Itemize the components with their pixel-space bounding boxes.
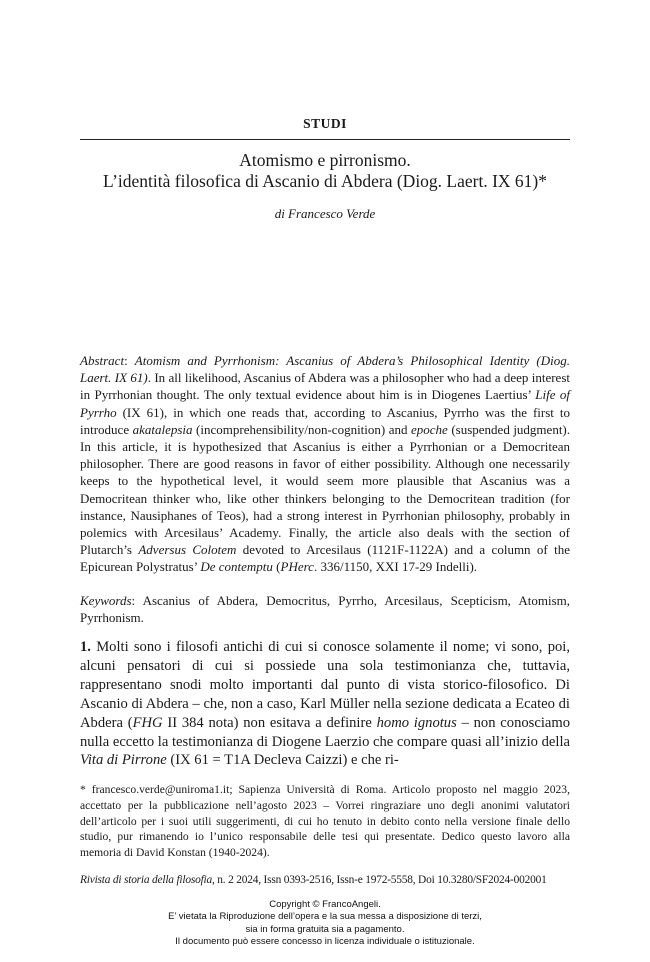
body-italic-term: homo ignotus <box>376 714 457 731</box>
article-title-line-2: L’identità filosofica di Ascanio di Abdera (Diog. Laert. IX 61)* <box>102 171 548 191</box>
body-paragraph <box>80 638 570 770</box>
article-title <box>60 150 590 192</box>
abstract-italic-title: Adversus Colotem <box>138 542 237 558</box>
abstract-text: (incomprehensibility/non-cognition) and <box>192 421 412 437</box>
abstract-text: (suspended judgment). In this article, it is hypothesized that Ascanius is either a Pyrrhonian or a Democritean philosopher. There are good reasons in favor of either possibility. Although one necessarily keeps to the hypothetical level, it would seem more plausible that Ascanius was a Democritean thinker who, like other thinkers belonging to the Democritean tradition (for instance, Nausiphanes of Teos), had a strong interest in Pyrrhonian philosophy, probably in polemics with Arcesilaus’ Academy. Finally, the article also deals with the section of Plutarch’s <box>80 421 571 558</box>
body-text: II 384 nota) non esitava a definire <box>162 714 377 731</box>
abstract-english-title: Atomism and Pyrrhonism: Ascanius of Abdera’s Philosophical Identity (Diog. Laert. IX 61) <box>80 353 570 386</box>
abstract-italic-term: akatalepsia <box>132 421 193 437</box>
keywords-label: Keywords <box>80 593 132 608</box>
section-number: 1. <box>80 639 91 655</box>
keywords-text: : Ascanius of Abdera, Democritus, Pyrrho, Arcesilaus, Scepticism, Atomism, Pyrrhonism. <box>80 593 570 626</box>
article-title-line-1: Atomismo e pirronismo. <box>239 150 411 170</box>
article-author: di Francesco Verde <box>274 206 376 221</box>
abstract-text: devoted to Arcesilaus (1121F-1122A) and a column of the Epicurean Polystratus’ <box>80 542 570 575</box>
body-text: Molti sono i filosofi antichi di cui si conosce solamente il nome; vi sono, poi, alcuni pensatori di cui si possiede una sola testimonianza che, tuttavia, rappresentano snodi molto importanti dal punto di vista storico-filosofico. Di Ascanio di Abdera – che, non a caso, Karl Müller nella sezione dedicata a Ecateo di Abdera ( <box>80 639 570 731</box>
body-text: – non conosciamo nulla eccetto la testimonianza di Diogene Laerzio che compare quasi all’inizio della <box>80 714 570 750</box>
abstract-text: (IX 61), in which one reads that, according to Ascanius, Pyrrho was the first to introduce <box>80 404 570 437</box>
abstract-italic-title: Life of Pyrrho <box>80 387 570 420</box>
heading-rule <box>80 139 570 140</box>
journal-details: , n. 2 2024, Issn 0393-2516, Issn-e 1972-5558, Doi 10.3280/SF2024-002001 <box>212 874 547 886</box>
section-heading: STUDI <box>303 116 347 131</box>
body-text: (IX 61 = T1A Decleva Caizzi) e che ri- <box>166 752 399 769</box>
body-italic-ref: FHG <box>132 714 163 731</box>
copyright-line: Il documento può essere concesso in licenza individuale o istituzionale. <box>175 936 475 948</box>
body-italic-title: Vita di Pirrone <box>80 752 167 769</box>
abstract-text: . 336/1150, XXI 17-29 Indelli). <box>313 559 478 575</box>
abstract-italic-title: De contemptu <box>200 559 273 575</box>
copyright-line: E’ vietata la Riproduzione dell’opera e la sua messa a disposizione di terzi, <box>168 911 482 923</box>
abstract-italic-term: epoche <box>411 421 448 437</box>
abstract-italic-ref: PHerc <box>280 559 314 575</box>
footnote: * francesco.verde@uniroma1.it; Sapienza Università di Roma. Articolo proposto nel maggio 2023, accettato per la pubblicazione nell’agosto 2023 – Vorrei ringraziare uno degli anonimi valutatori dell’articolo per i suoi utili suggerimenti, di cui ho tenuto in debito conto nella versione finale dello studio, pur rimanendo io l’unico responsabile delle tesi qui presentate. Dedico questo lavoro alla memoria di David Konstan (1940-2024). <box>80 783 570 860</box>
copyright-line: Copyright © FrancoAngeli. <box>269 899 381 910</box>
copyright-line: sia in forma gratuita sia a pagamento. <box>245 923 405 935</box>
journal-citation <box>80 874 570 886</box>
abstract-text: ( <box>272 559 281 575</box>
abstract-paragraph: Abstract: Atomism and Pyrrhonism: Ascanius of Abdera’s Philosophical Identity (Diog. Laert. IX 61). In all likelihood, Ascanius of Abdera was a philosopher who had a deep interest in Pyrrhonian thought. The only textual evidence about him is in Diogenes Laertius’ Life of Pyrrho (IX 61), in which one reads that, according to Ascanius, Pyrrho was the first to introduce akatalepsia (incomprehensibility/non-cognition) and epoche (suspended judgment). In this article, it is hypothesized that Ascanius is either a Pyrrhonian or a Democritean philosopher. There are good reasons in favor of either possibility. Although one necessarily keeps to the hypothetical level, it would seem more plausible that Ascanius was a Democritean thinker who, like other thinkers belonging to the Democritean tradition (for instance, Nausiphanes of Teos), had a strong interest in Pyrrhonian philosophy, probably in polemics with Arcesilaus’ Academy. Finally, the article also deals with the section of Plutarch’s Adversus Colotem devoted to Arcesilaus (1121F-1122A) and a column of the Epicurean Polystratus’ De contemptu (PHerc. 336/1150, XXI 17-29 Indelli). <box>80 353 571 575</box>
abstract-text: . In all likelihood, Ascanius of Abdera was a philosopher who had a deep interest in Pyrrhonian thought. The only textual evidence about him is in Diogenes Laertius’ <box>80 370 570 403</box>
keywords-paragraph <box>80 592 570 626</box>
journal-name: Rivista di storia della filosofia <box>80 874 212 886</box>
abstract-label: Abstract <box>80 353 125 368</box>
copyright-notice <box>0 899 650 949</box>
